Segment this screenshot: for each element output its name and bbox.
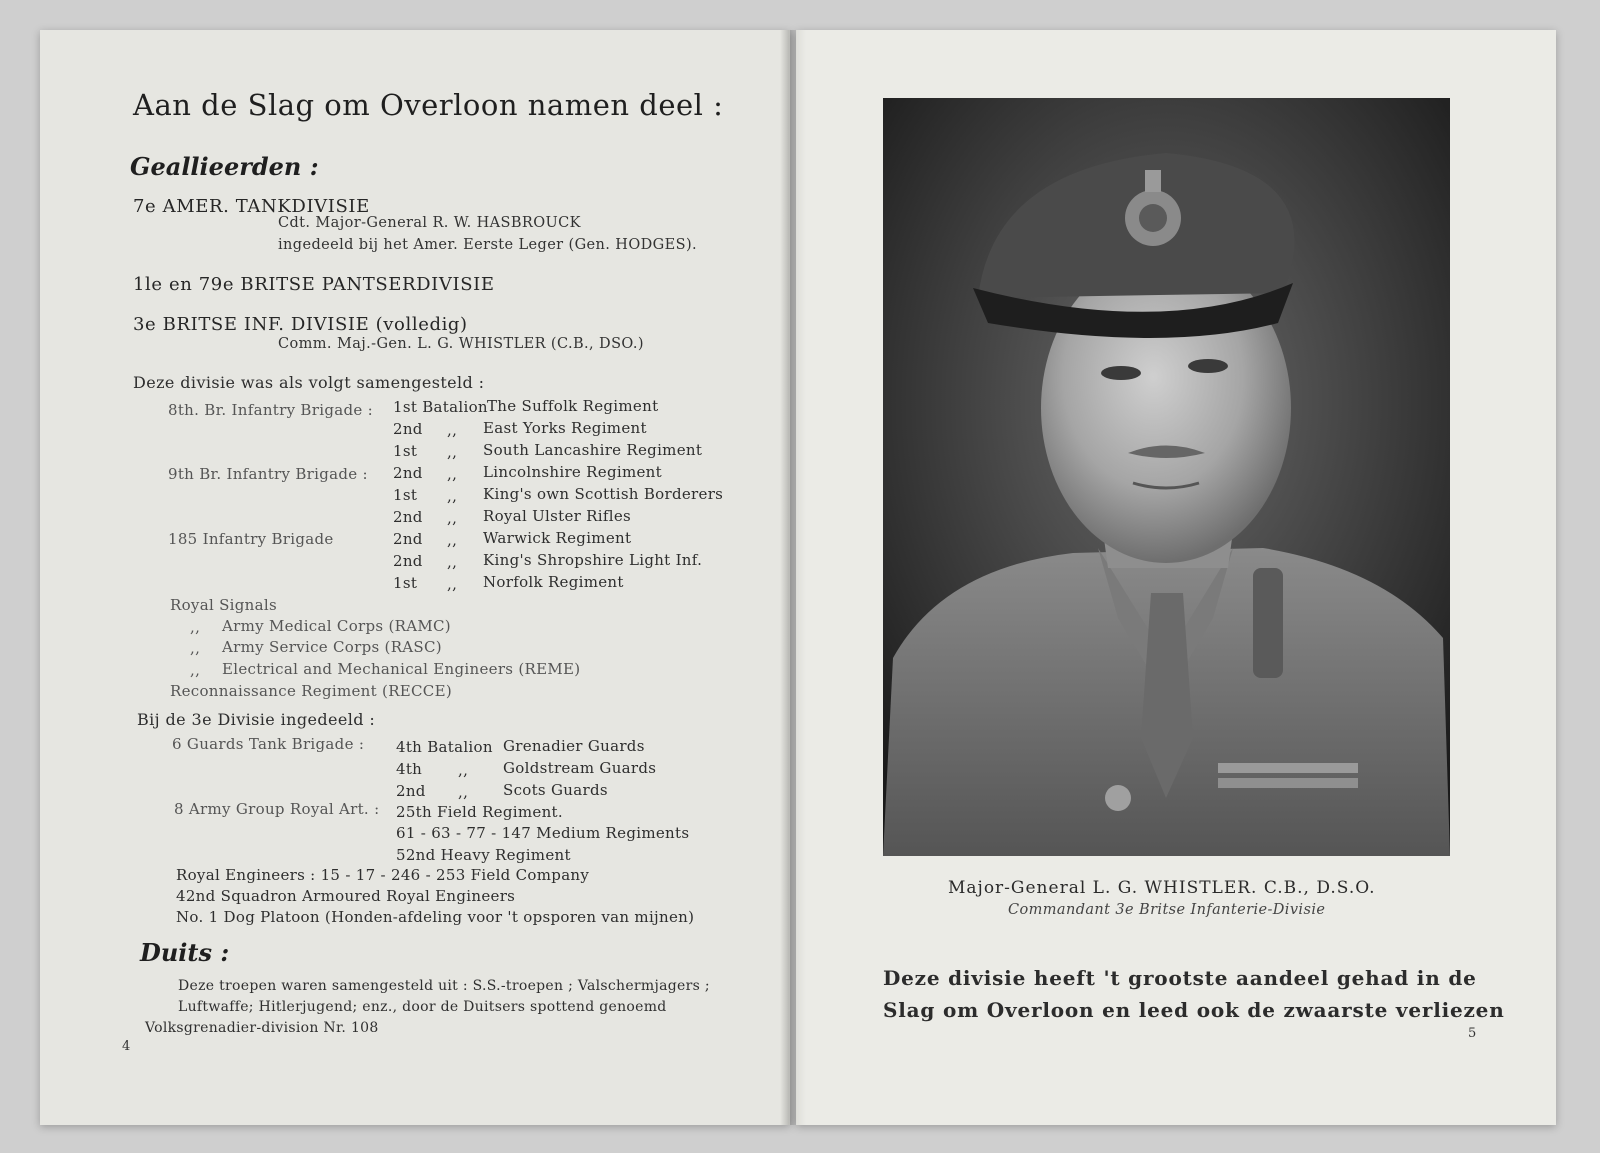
brigade-name: 8th. Br. Infantry Brigade : bbox=[168, 401, 373, 419]
ditto-mark: ,, bbox=[447, 509, 458, 527]
ditto-mark: ,, bbox=[458, 761, 469, 779]
battalion: 4th Batalion bbox=[396, 738, 493, 756]
page-heading: Aan de Slag om Overloon namen deel : bbox=[133, 88, 724, 122]
battalion: 1st Batalion bbox=[393, 398, 488, 416]
brigade-name: 6 Guards Tank Brigade : bbox=[172, 735, 365, 753]
regiment: The Suffolk Regiment bbox=[487, 397, 659, 415]
ditto-mark: ,, bbox=[190, 661, 201, 679]
ditto-mark: ,, bbox=[190, 618, 201, 636]
engineers-line: Royal Engineers : 15 - 17 - 246 - 253 Field Company bbox=[176, 866, 590, 884]
regiment: Royal Ulster Rifles bbox=[483, 507, 632, 525]
battalion: 2nd bbox=[393, 552, 423, 570]
ditto-mark: ,, bbox=[447, 553, 458, 571]
ditto-mark: ,, bbox=[447, 443, 458, 461]
regiment: King's Shropshire Light Inf. bbox=[483, 551, 703, 569]
german-line-3: Volksgrenadier-division Nr. 108 bbox=[145, 1020, 379, 1036]
ditto-mark: ,, bbox=[190, 639, 201, 657]
brigade-name: 9th Br. Infantry Brigade : bbox=[168, 465, 368, 483]
artillery-item: 61 - 63 - 77 - 147 Medium Regiments bbox=[396, 824, 690, 842]
regiment: Lincolnshire Regiment bbox=[483, 463, 662, 481]
portrait-photo bbox=[883, 98, 1450, 856]
regiment: Scots Guards bbox=[503, 781, 608, 799]
inf-commander: Comm. Maj.-Gen. L. G. WHISTLER (C.B., DSO.) bbox=[278, 336, 644, 352]
list-item: Royal Signals bbox=[170, 596, 277, 614]
list-item: Army Medical Corps (RAMC) bbox=[222, 617, 451, 635]
regiment: King's own Scottish Borderers bbox=[483, 485, 724, 503]
battalion: 2nd bbox=[393, 464, 423, 482]
amer-commander: Cdt. Major-General R. W. HASBROUCK bbox=[278, 215, 581, 231]
list-item: Electrical and Mechanical Engineers (REME) bbox=[222, 660, 581, 678]
battalion: 1st bbox=[393, 442, 418, 460]
page-number-left: 4 bbox=[122, 1039, 131, 1054]
battalion: 2nd bbox=[396, 782, 426, 800]
brigade-name: 8 Army Group Royal Art. : bbox=[174, 800, 380, 818]
list-item: Army Service Corps (RASC) bbox=[222, 638, 442, 656]
portrait-illustration bbox=[883, 98, 1450, 856]
composition-label: Deze divisie was als volgt samengesteld : bbox=[133, 373, 485, 392]
ditto-mark: ,, bbox=[447, 465, 458, 483]
battalion: 4th bbox=[396, 760, 423, 778]
page-number-right: 5 bbox=[1468, 1026, 1477, 1041]
regiment: East Yorks Regiment bbox=[483, 419, 647, 437]
pantser-divisions: 1le en 79e BRITSE PANTSERDIVISIE bbox=[133, 274, 495, 295]
allies-label: Geallieerden : bbox=[130, 152, 319, 181]
list-item: Reconnaissance Regiment (RECCE) bbox=[170, 682, 452, 700]
regiment: Goldstream Guards bbox=[503, 759, 657, 777]
ditto-mark: ,, bbox=[447, 575, 458, 593]
ditto-mark: ,, bbox=[447, 487, 458, 505]
dog-platoon-line: No. 1 Dog Platoon (Honden-afdeling voor 't opsporen van mijnen) bbox=[176, 908, 695, 926]
german-line-1: Deze troepen waren samengesteld uit : S.S.-troepen ; Valschermjagers ; bbox=[178, 978, 710, 994]
ditto-mark: ,, bbox=[458, 783, 469, 801]
closing-line-1: Deze divisie heeft 't grootste aandeel gehad in de bbox=[883, 966, 1477, 990]
regiment: Warwick Regiment bbox=[483, 529, 632, 547]
battalion: 1st bbox=[393, 574, 418, 592]
amer-assignment: ingedeeld bij het Amer. Eerste Leger (Gen. HODGES). bbox=[278, 237, 698, 253]
attached-label: Bij de 3e Divisie ingedeeld : bbox=[137, 710, 376, 729]
photo-caption-role: Commandant 3e Britse Infanterie-Divisie bbox=[1008, 902, 1326, 918]
regiment: South Lancashire Regiment bbox=[483, 441, 703, 459]
battalion: 2nd bbox=[393, 530, 423, 548]
ditto-mark: ,, bbox=[447, 531, 458, 549]
brigade-name: 185 Infantry Brigade bbox=[168, 530, 334, 548]
amer-division: 7e AMER. TANKDIVISIE bbox=[133, 196, 370, 217]
inf-division: 3e BRITSE INF. DIVISIE (volledig) bbox=[133, 314, 468, 335]
regiment: Grenadier Guards bbox=[503, 737, 645, 755]
squadron-line: 42nd Squadron Armoured Royal Engineers bbox=[176, 887, 516, 905]
battalion: 1st bbox=[393, 486, 418, 504]
book-spine bbox=[780, 30, 806, 1125]
artillery-item: 25th Field Regiment. bbox=[396, 803, 563, 821]
regiment: Norfolk Regiment bbox=[483, 573, 624, 591]
ditto-mark: ,, bbox=[447, 421, 458, 439]
closing-line-2: Slag om Overloon en leed ook de zwaarste verliezen bbox=[883, 998, 1505, 1022]
battalion: 2nd bbox=[393, 420, 423, 438]
german-label: Duits : bbox=[140, 938, 230, 967]
artillery-item: 52nd Heavy Regiment bbox=[396, 846, 571, 864]
photo-caption-name: Major-General L. G. WHISTLER. C.B., D.S.O. bbox=[948, 878, 1376, 898]
german-line-2: Luftwaffe; Hitlerjugend; enz., door de Duitsers spottend genoemd bbox=[178, 999, 667, 1015]
battalion: 2nd bbox=[393, 508, 423, 526]
